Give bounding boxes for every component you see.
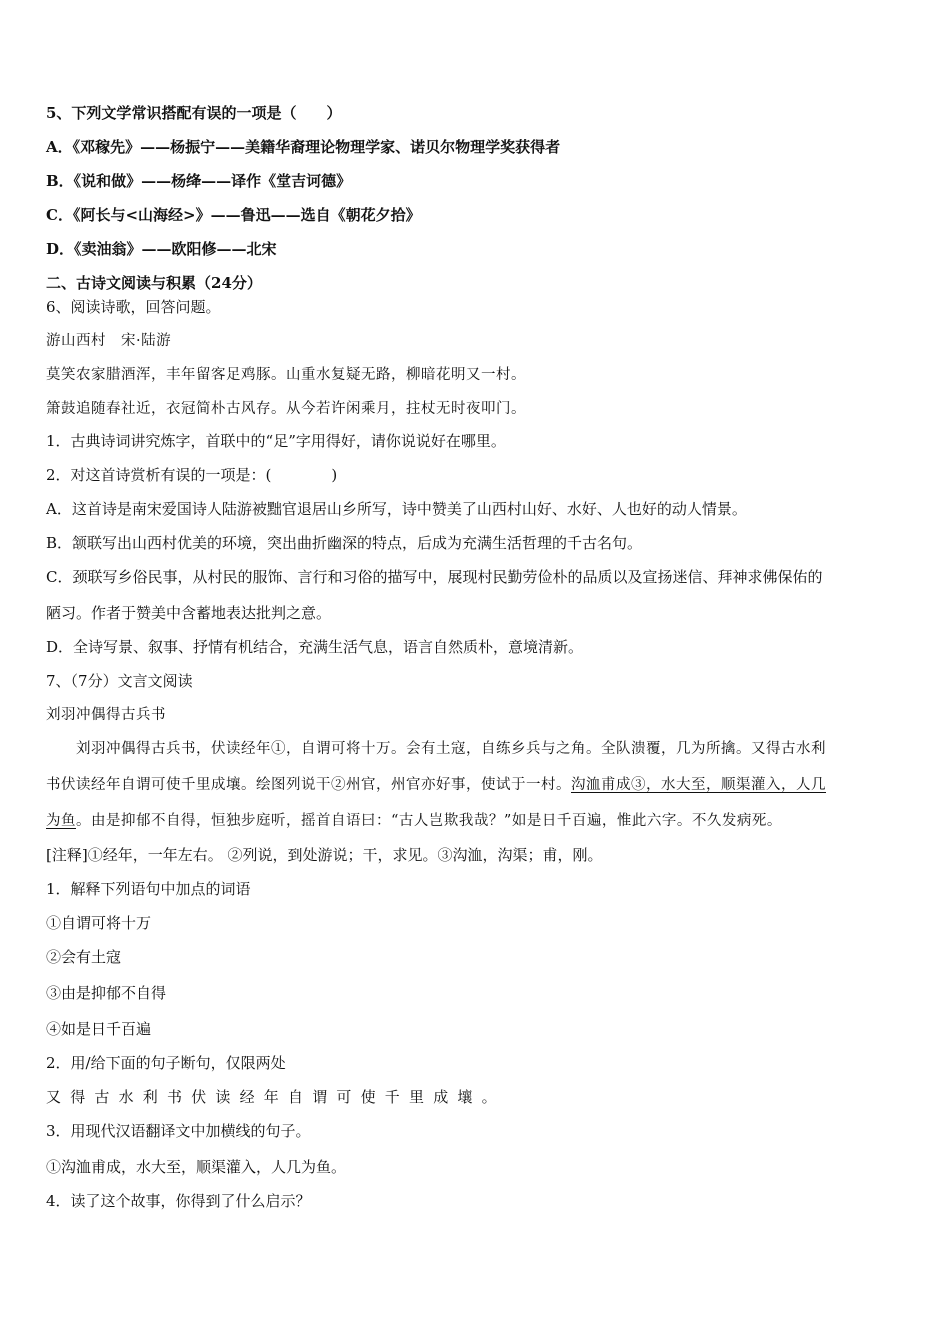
annotation-notes: [注释]①经年，一年左右。 ②列说，到处游说；干，求见。③沟洫，沟渠；甫，刚。	[46, 846, 603, 864]
question-6-option-d: D．全诗写景、叙事、抒情有机结合，充满生活气息，语言自然质朴，意境清新。	[46, 638, 584, 656]
question-7-sub-3: 3．用现代汉语翻译文中加横线的句子。	[46, 1122, 311, 1140]
question-7-sub-3-sentence: ①沟洫甫成，水大至，顺渠灌入，人几为鱼。	[46, 1158, 347, 1176]
question-5-option-c: C．《阿长与<山海经>》——鲁迅——选自《朝花夕拾》	[46, 206, 421, 224]
question-7-sub-1-item-4: ④如是日千百遍	[46, 1020, 152, 1038]
question-5-option-d: D．《卖油翁》——欧阳修——北宋	[46, 240, 277, 258]
question-6-sub-2: 2．对这首诗赏析有误的一项是：( )	[46, 466, 338, 484]
question-6-option-c-line-1: C．颈联写乡俗民事，从村民的服饰、言行和习俗的描写中，展现村民勤劳俭朴的品质以及宣扬迷信、拜神求佛保佑的	[46, 568, 823, 586]
question-7-sub-1: 1．解释下列语句中加点的词语	[46, 880, 251, 898]
question-7-sub-1-item-3: ③由是抑郁不自得	[46, 984, 167, 1002]
underlined-sentence-part-2: 为鱼	[46, 813, 76, 829]
question-7-stem: 7、（7分）文言文阅读	[46, 672, 193, 690]
question-6-sub-1: 1．古典诗词讲究炼字，首联中的“足”字用得好，请你说说好在哪里。	[46, 432, 506, 450]
poem-line-1: 莫笑农家腊酒浑，丰年留客足鸡豚。山重水复疑无路，柳暗花明又一村。	[46, 367, 526, 383]
section-2-title: 二、古诗文阅读与积累（24分）	[46, 274, 262, 292]
question-5-option-a: A．《邓稼先》——杨振宁——美籍华裔理论物理学家、诺贝尔物理学奖获得者	[46, 138, 561, 156]
question-6-option-b: B．颔联写出山西村优美的环境，突出曲折幽深的特点，后成为充满生活哲理的千古名句。	[46, 534, 643, 552]
question-7-sub-2: 2．用/给下面的句子断句，仅限两处	[46, 1054, 286, 1072]
underlined-sentence-part-1: 沟洫甫成③，水大至，顺渠灌入，人几	[571, 777, 826, 793]
classical-text-line-2-plain: 书伏读经年自谓可使千里成壤。绘图列说干②州官，州官亦好事，使试于一村。	[46, 777, 571, 793]
question-5-option-b: B．《说和做》——杨绛——译作《堂吉诃德》	[46, 172, 352, 190]
classical-text-title: 刘羽冲偶得古兵书	[46, 707, 166, 723]
question-7-sub-2-sentence: 又得古水利书伏读经年自谓可使千里成壤。	[46, 1088, 506, 1106]
classical-text-line-3-plain: 。由是抑郁不自得，恒独步庭听，摇首自语曰：“古人岂欺我哉？”如是日千百遍，惟此六字。不久发病死。	[76, 813, 782, 829]
question-6-option-c-line-2: 陋习。作者于赞美中含蓄地表达批判之意。	[46, 604, 332, 622]
classical-text-line-3	[46, 810, 906, 832]
classical-text-line-1: 刘羽冲偶得古兵书，伏读经年①，自谓可将十万。会有土寇，自练乡兵与之角。全队溃覆，几为所擒。又得古水利	[76, 741, 826, 757]
question-7-sub-1-item-1: ①自谓可将十万	[46, 914, 152, 932]
poem-line-2: 箫鼓追随春社近，衣冠简朴古风存。从今若许闲乘月，拄杖无时夜叩门。	[46, 401, 526, 417]
question-6-option-a: A．这首诗是南宋爱国诗人陆游被黜官退居山乡所写，诗中赞美了山西村山好、水好、人也好的动人情景。	[46, 500, 747, 518]
poem-title: 游山西村 宋·陆游	[46, 333, 172, 349]
question-7-sub-4: 4．读了这个故事，你得到了什么启示？	[46, 1192, 311, 1210]
classical-text-line-2	[46, 774, 906, 796]
question-7-sub-1-item-2: ②会有土寇	[46, 948, 122, 966]
question-6-stem: 6、阅读诗歌，回答问题。	[46, 298, 221, 316]
question-5-stem: 5、下列文学常识搭配有误的一项是（ ）	[46, 104, 342, 122]
